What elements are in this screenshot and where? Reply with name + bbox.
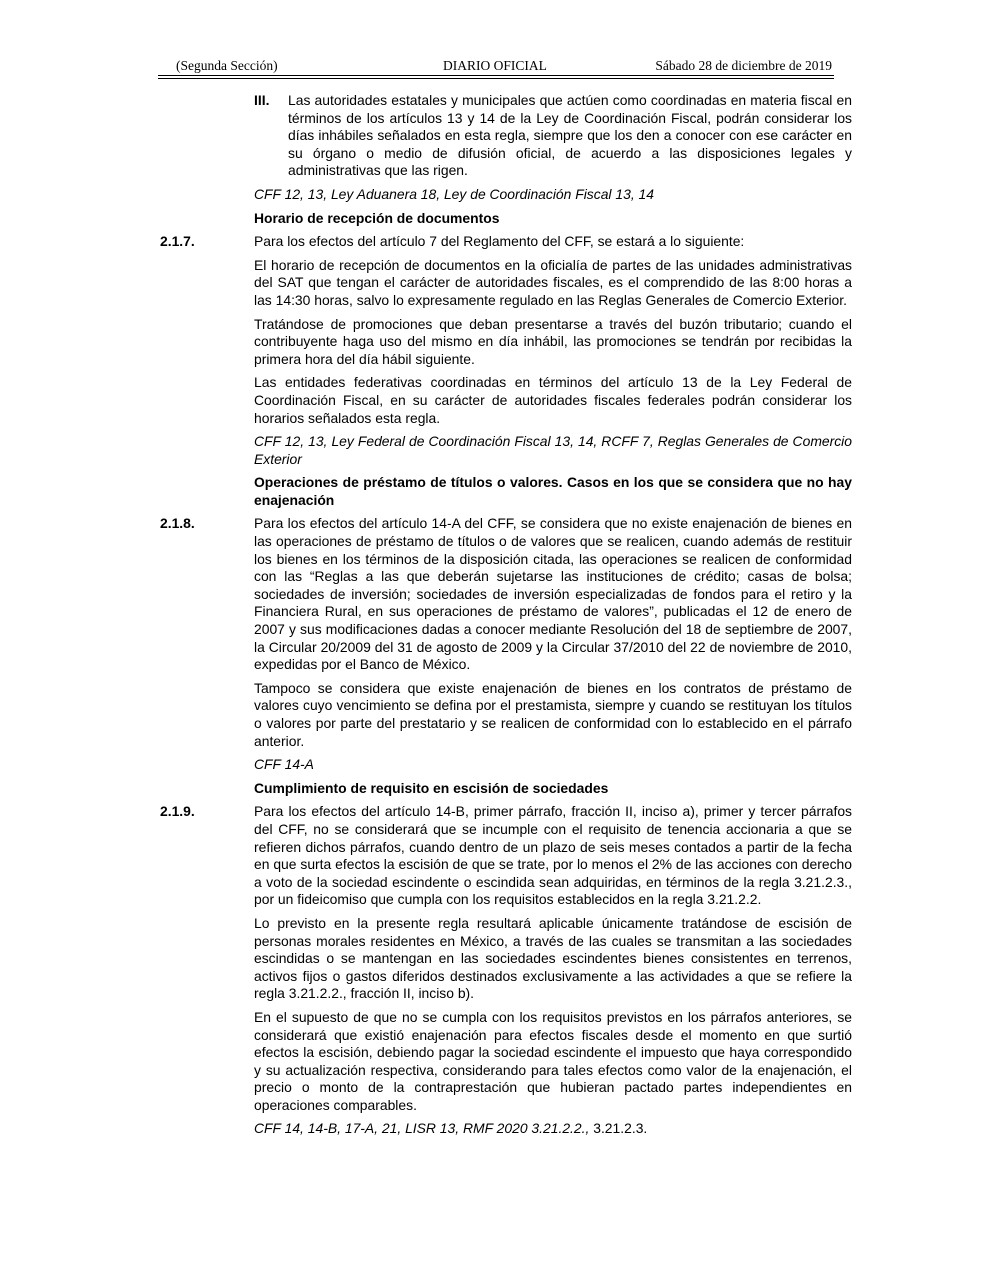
legal-reference-italic: CFF 14, 14-B, 17-A, 21, LISR 13, RMF 2020 3.21.2.2., — [254, 1120, 590, 1137]
rule-paragraph: Las entidades federativas coordinadas en términos del artículo 13 de la Ley Federal de Coordinación Fiscal, en su carácter de autoridades fiscales federales podrán considerar los horarios señalados esta regla. — [254, 374, 852, 426]
header-section: (Segunda Sección) — [176, 58, 278, 73]
fraction-numeral: III. — [254, 92, 270, 108]
legal-reference: CFF 12, 13, Ley Federal de Coordinación Fiscal 13, 14, RCFF 7, Reglas Generales de Comercio Exterior — [254, 433, 852, 467]
rule-paragraph-text: Para los efectos del artículo 7 del Reglamento del CFF, se estará a lo siguiente: — [254, 233, 745, 250]
rule-paragraph: En el supuesto de que no se cumpla con los requisitos previstos en los párrafos anteriores, se considerará que existió enajenación para efectos fiscales desde el momento en que surtió efectos la escisión, debiendo pagar la sociedad escindente el impuesto que haya correspondido y su actualización respectiva, considerando para tales efectos como valor de la enajenación, el precio o monto de la contraprestación que hubieran pactado partes independientes en operaciones comparables. — [254, 1008, 852, 1113]
rule-heading: Operaciones de préstamo de títulos o valores. Casos en los que se considera que no hay enajenación — [254, 474, 852, 508]
rule-paragraph: Tampoco se considera que existe enajenación de bienes en los contratos de préstamo de valores cuyo vencimiento se defina por el prestamista, siempre y cuando se restituyan los títulos o valores por parte del prestatario y se realicen de conformidad con lo establecido en el párrafo anterior. — [254, 679, 852, 749]
rule-paragraph — [160, 515, 852, 673]
document-body — [0, 92, 990, 1144]
rule-heading: Horario de recepción de documentos — [254, 209, 500, 226]
rule-paragraph: Lo previsto en la presente regla resultará aplicable únicamente tratándose de escisión de personas morales residentes en México, a través de las cuales se transmitan a las sociedades escindidas o se mantengan en las sociedades escindentes bienes consistentes en terrenos, activos fijos o gastos diferidos destinados exclusivamente a las actividades a que se refiere la regla 3.21.2.2., fracción II, inciso b). — [254, 914, 852, 1002]
main-column — [160, 92, 852, 1138]
header-rule-bottom — [158, 78, 834, 79]
rule-paragraph: El horario de recepción de documentos en la oficialía de partes de las unidades administrativas del SAT que tengan el carácter de autoridades fiscales, es el comprendido de las 8:00 horas a las 14:30 horas, salvo lo expresamente regulado en las Reglas Generales de Comercio Exterior. — [254, 256, 852, 308]
rule-number: 2.1.8. — [160, 515, 195, 532]
legal-reference — [254, 1120, 852, 1138]
rule-paragraph — [160, 233, 852, 251]
header-rule-top — [158, 75, 834, 76]
rule-heading: Cumplimiento de requisito en escisión de sociedades — [254, 779, 609, 796]
legal-reference: CFF 12, 13, Ley Aduanera 18, Ley de Coordinación Fiscal 13, 14 — [254, 185, 654, 202]
fraction-text: Las autoridades estatales y municipales que actúen como coordinadas en materia fiscal en términos de los artículos 13 y 14 de la Ley de Coordinación Fiscal, podrán considerar los días inhábiles señalados en esta regla, siempre que los den a conocer con ese carácter en su órgano o medio de difusión oficial, de acuerdo a las disposiciones legales y administrativas que las rigen. — [288, 92, 852, 179]
legal-reference-plain: 3.21.2.3. — [593, 1120, 648, 1137]
rule-paragraph-text: Para los efectos del artículo 14-A del CFF, se considera que no existe enajenación de bienes en las operaciones de préstamo de títulos o de valores que se realicen, cuando además de restituir los bienes en los términos de la disposición citada, las operaciones se realicen de conformidad con las “Reglas a las que deberán sujetarse las instituciones de crédito; casas de bolsa; sociedades de inversión; sociedades de inversión especializadas de fondos para el retiro y la Financiera Rural, en sus operaciones de préstamo de valores”, publicadas el 12 de enero de 2007 y sus modificaciones dadas a conocer mediante Resolución del 18 de septiembre de 2007, la Circular 20/2009 del 31 de agosto de 2009 y la Circular 37/2010 del 22 de noviembre de 2010, expedidas por el Banco de México. — [254, 515, 852, 673]
page-header — [158, 58, 834, 76]
rule-paragraph-text: Para los efectos del artículo 14-B, primer párrafo, fracción II, inciso a), primer y tercer párrafos del CFF, no se considerará que se incumple con el requisito de tenencia accionaria a que se refieren dichos párrafos, cuando dentro de un plazo de seis meses contados a partir de la fecha en que surta efectos la escisión de que se trate, por lo menos el 2% de las acciones con derecho a voto de la sociedad escindente o escindida sean adquiridas, en términos de la regla 3.21.2.3., por un fideicomiso que cumpla con los requisitos establecidos en la regla 3.21.2.2. — [254, 803, 852, 908]
legal-reference: CFF 14-A — [254, 756, 314, 773]
header-date: Sábado 28 de diciembre de 2019 — [655, 58, 832, 73]
fraction-item — [254, 92, 852, 180]
header-publication: DIARIO OFICIAL — [443, 58, 547, 73]
rule-number: 2.1.9. — [160, 803, 195, 820]
rule-paragraph: Tratándose de promociones que deban presentarse a través del buzón tributario; cuando el contribuyente haga uso del mismo en día inhábil, las promociones se tendrán por recibidas la primera hora del día hábil siguiente. — [254, 315, 852, 367]
rule-number: 2.1.7. — [160, 233, 195, 250]
rule-paragraph — [160, 803, 852, 909]
